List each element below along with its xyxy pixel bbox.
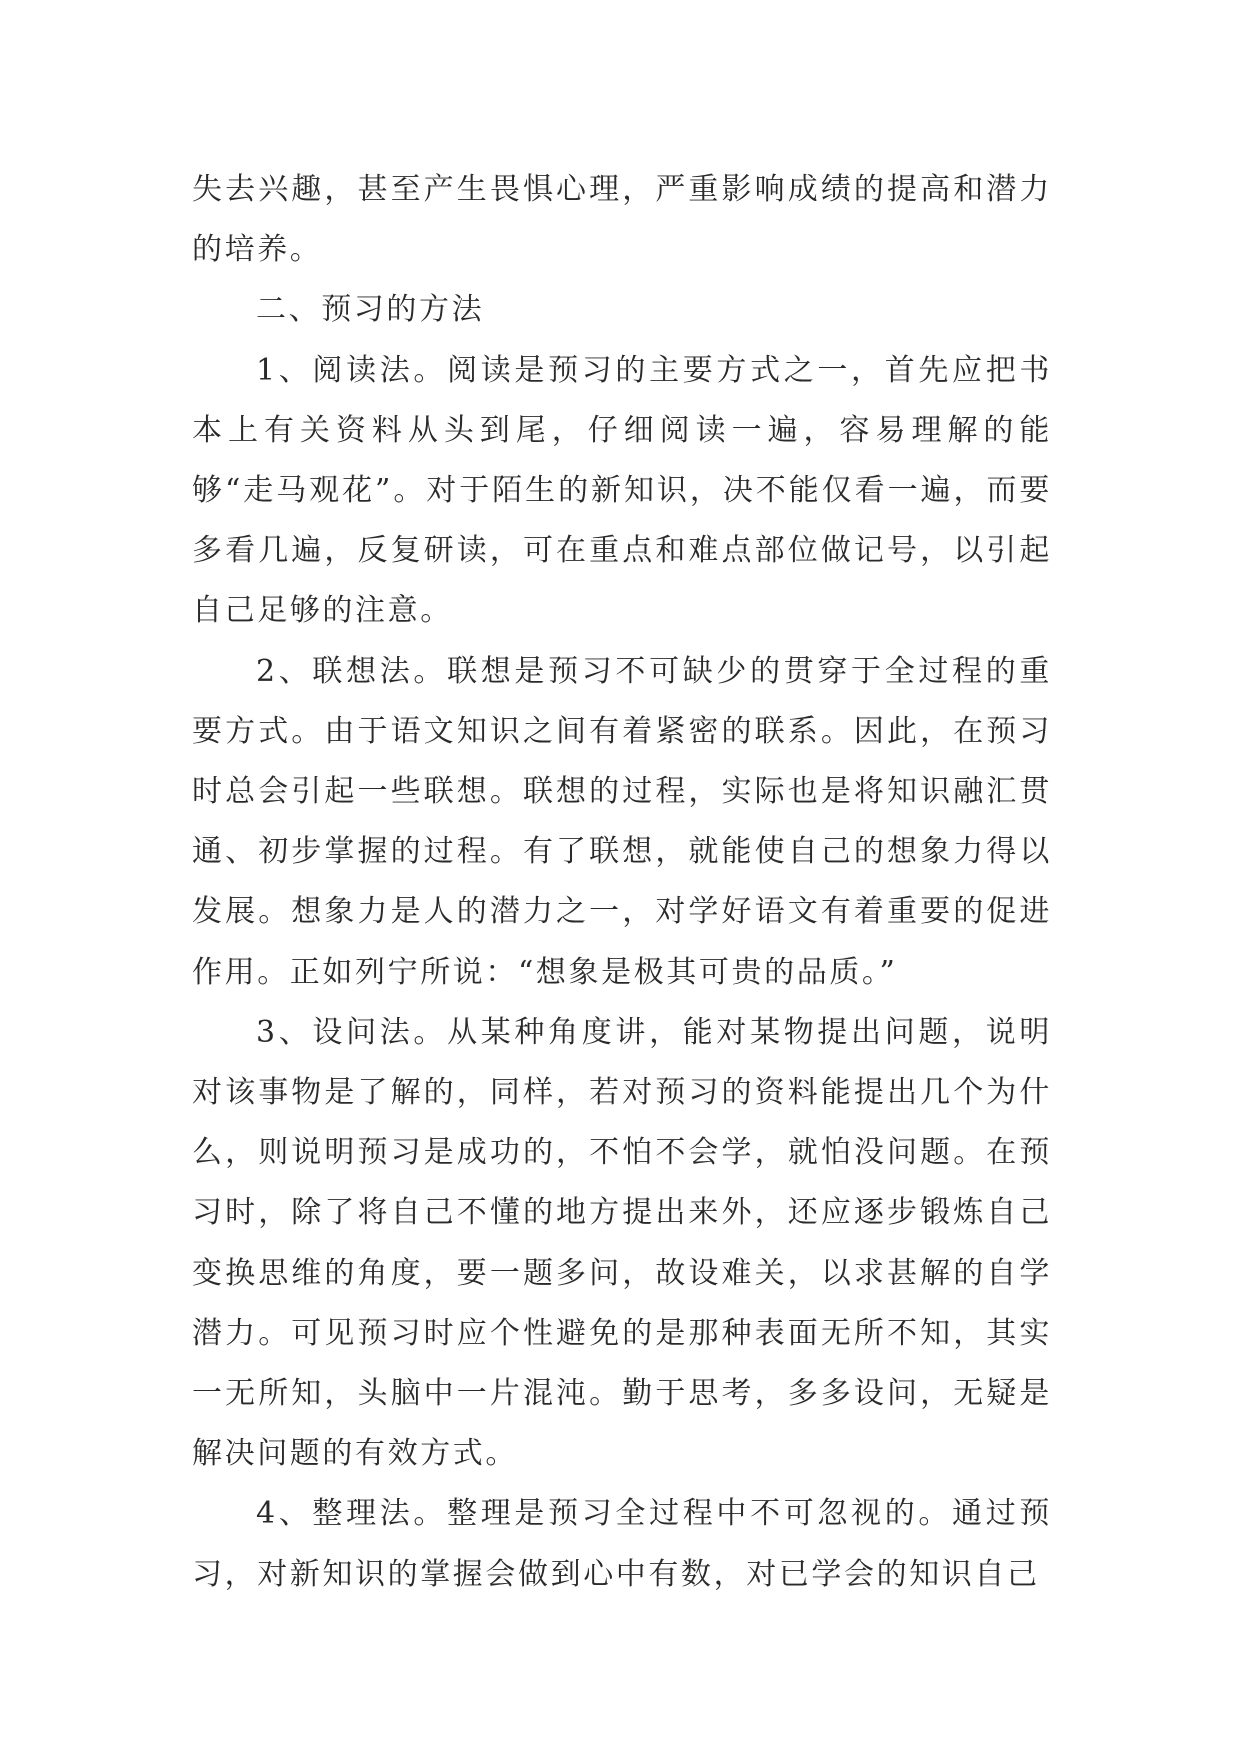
paragraph-reading-method: 1、阅读法。阅读是预习的主要方式之一，首先应把书本上有关资料从头到尾，仔细阅读一遍，容易理解的能够“走马观花”。对于陌生的新知识，决不能仅看一遍，而要多看几遍，反复研读，可在重点和难点部位做记号，以引起自己足够的注意。 — [192, 352, 1052, 629]
paragraph-continuation: 失去兴趣，甚至产生畏惧心理，严重影响成绩的提高和潜力的培养。 — [192, 172, 1052, 268]
paragraph-organizing-method: 4、整理法。整理是预习全过程中不可忽视的。通过预习，对新知识的掌握会做到心中有数，对已学会的知识自己 — [192, 1496, 1052, 1592]
document-body — [192, 160, 1052, 1605]
section-heading-preview-methods: 二、预习的方法 — [256, 292, 485, 328]
paragraph-association-method: 2、联想法。联想是预习不可缺少的贯穿于全过程的重要方式。由于语文知识之间有着紧密的联系。因此，在预习时总会引起一些联想。联想的过程，实际也是将知识融汇贯通、初步掌握的过程。有了联想，就能使自己的想象力得以发展。想象力是人的潜力之一，对学好语文有着重要的促进作用。正如列宁所说：“想象是极其可贵的品质。” — [192, 653, 1052, 990]
paragraph-questioning-method: 3、设问法。从某种角度讲，能对某物提出问题，说明对该事物是了解的，同样，若对预习的资料能提出几个为什么，则说明预习是成功的，不怕不会学，就怕没问题。在预习时，除了将自己不懂的地方提出来外，还应逐步锻炼自己变换思维的角度，要一题多问，故设难关，以求甚解的自学潜力。可见预习时应个性避免的是那种表面无所不知，其实一无所知，头脑中一片混沌。勤于思考，多多设问，无疑是解决问题的有效方式。 — [192, 1014, 1052, 1472]
